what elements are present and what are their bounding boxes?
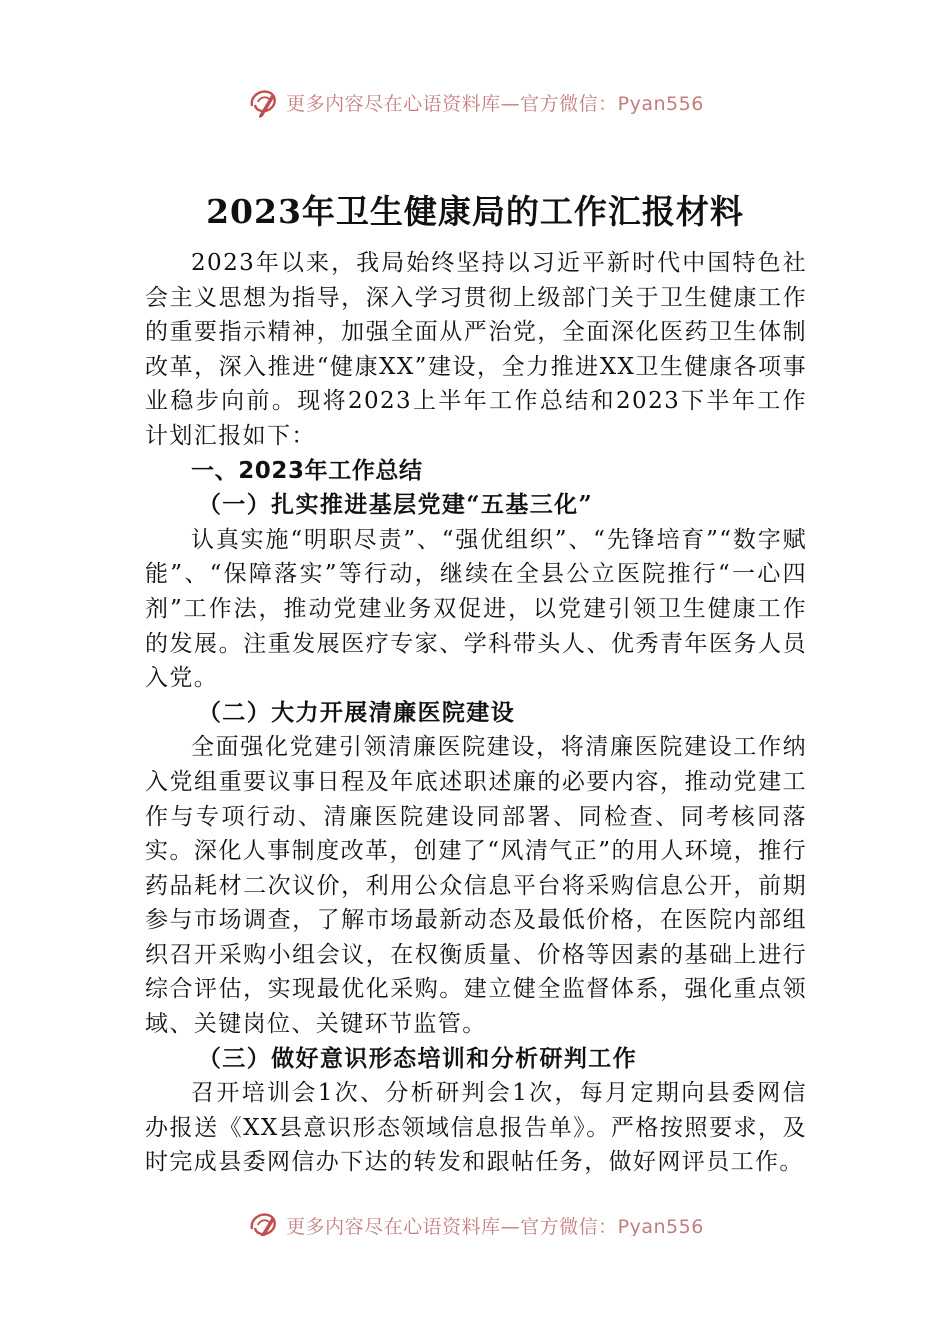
watermark-text-footer: 更多内容尽在心语资料库—官方微信：Pyan556 xyxy=(286,1215,704,1236)
document-body xyxy=(145,246,807,1180)
watermark-group-footer xyxy=(246,1207,704,1236)
watermark-header xyxy=(0,82,950,122)
subsection-heading-party-building: （一）扎实推进基层党建“五基三化” xyxy=(197,491,594,519)
pen-swirl-logo-icon xyxy=(246,84,282,120)
section-heading-summary: 一、2023年工作总结 xyxy=(191,457,423,484)
paragraph-party-building: 认真实施“明职尽责”、“强优组织”、“先锋培育”“数字赋能”、“保障落实”等行动，继续在全县公立医院推行“一心四剂”工作法，推动党建业务双促进，以党建引领卫生健康工作的发展。注重发展医疗专家、学科带头人、优秀青年医务人员入党。 xyxy=(145,526,807,692)
document-title: 2023年卫生健康局的工作汇报材料 xyxy=(206,192,744,231)
paragraph-ideology-training: 召开培训会1次、分析研判会1次，每月定期向县委网信办报送《XX县意识形态领域信息报告单》。严格按照要求，及时完成县委网信办下达的转发和跟帖任务，做好网评员工作。 xyxy=(145,1080,807,1176)
subsection-heading-ideology-training: （三）做好意识形态培训和分析研判工作 xyxy=(197,1044,638,1072)
watermark-text: 更多内容尽在心语资料库—官方微信：Pyan556 xyxy=(286,92,704,115)
paragraph-clean-hospital: 全面强化党建引领清廉医院建设，将清廉医院建设工作纳入党组重要议事日程及年底述职述廉的必要内容，推动党建工作与专项行动、清廉医院建设同部署、同检查、同考核同落实。深化人事制度改革，创建了“风清气正”的用人环境，推行药品耗材二次议价，利用公众信息平台将采购信息公开，前期参与市场调查，了解市场最新动态及最低价格，在医院内部组织召开采购小组会议，在权衡质量、价格等因素的基础上进行综合评估，实现最优化采购。建立健全监督体系，强化重点领域、关键岗位、关键环节监管。 xyxy=(145,734,807,1038)
intro-paragraph: 2023年以来，我局始终坚持以习近平新时代中国特色社会主义思想为指导，深入学习贯彻上级部门关于卫生健康工作的重要指示精神，加强全面从严治党，全面深化医药卫生体制改革，深入推进“健康XX”建设，全力推进XX卫生健康各项事业稳步向前。现将2023上半年工作总结和2023下半年工作计划汇报如下： xyxy=(145,250,807,449)
watermark-footer xyxy=(0,1202,950,1236)
watermark-group xyxy=(246,84,704,120)
subsection-heading-clean-hospital: （二）大力开展清廉医院建设 xyxy=(197,698,516,726)
pen-swirl-logo-icon xyxy=(246,1207,282,1236)
